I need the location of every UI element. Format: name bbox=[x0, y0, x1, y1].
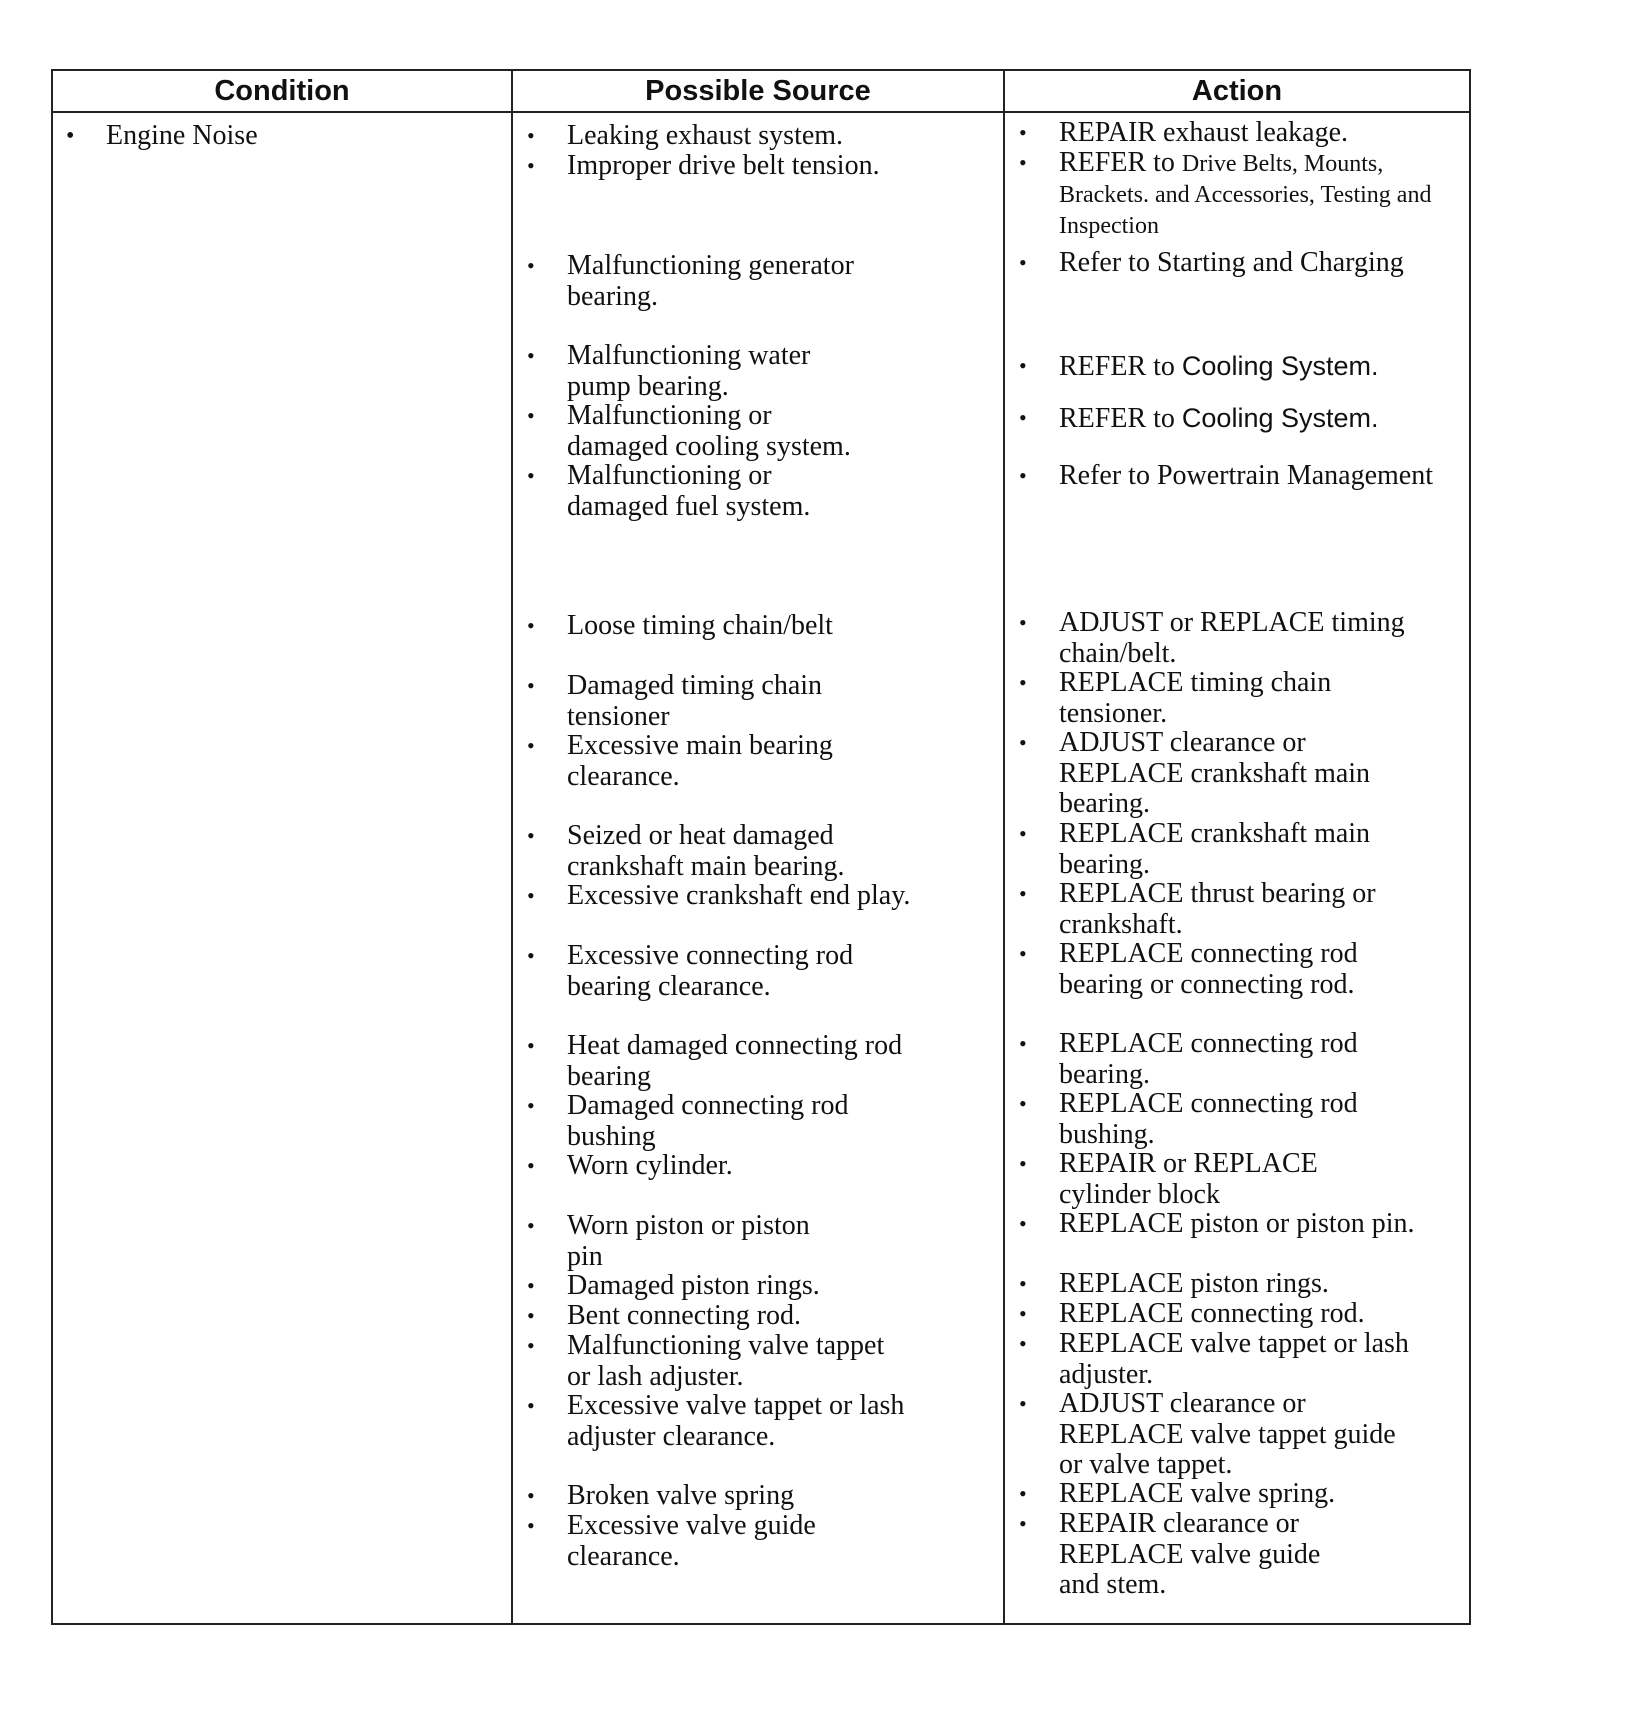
action-item: • REPLACE connecting rod bearing or connecting rod. bbox=[1019, 938, 1358, 1000]
bullet-icon: • bbox=[1019, 250, 1027, 275]
source-item: • Heat damaged connecting rod bearing bbox=[527, 1030, 903, 1092]
source-item: • Worn piston or piston pin bbox=[527, 1210, 810, 1272]
bullet-icon: • bbox=[527, 1093, 535, 1118]
bullet-icon: • bbox=[1019, 1301, 1027, 1326]
bullet-icon: • bbox=[527, 1303, 535, 1328]
bullet-icon: • bbox=[527, 943, 535, 968]
source-item: • Excessive main bearing clearance. bbox=[527, 730, 833, 792]
bullet-icon: • bbox=[527, 403, 535, 428]
source-item: • Damaged piston rings. bbox=[527, 1270, 820, 1301]
bullet-icon: • bbox=[1019, 120, 1027, 145]
action-item: • REPAIR exhaust leakage. bbox=[1019, 117, 1349, 148]
bullet-icon: • bbox=[1019, 463, 1027, 488]
action-refer-link: Drive Belts, Mounts, Brackets. and Accessories, Testing and Inspection bbox=[1059, 151, 1432, 239]
bullet-icon: • bbox=[1019, 1211, 1027, 1236]
bullet-icon: • bbox=[1019, 150, 1027, 175]
condition-item: • Engine Noise bbox=[66, 120, 258, 151]
header-action: Action bbox=[1004, 70, 1470, 112]
header-possible-source: Possible Source bbox=[512, 70, 1004, 112]
action-item: • REPAIR clearance or REPLACE valve guide and stem. bbox=[1019, 1508, 1321, 1600]
bullet-icon: • bbox=[527, 823, 535, 848]
source-item: • Malfunctioning water pump bearing. bbox=[527, 340, 811, 402]
source-item: • Seized or heat damaged crankshaft main bearing. bbox=[527, 820, 845, 882]
header-row bbox=[52, 70, 1470, 112]
action-item: • REPLACE connecting rod. bbox=[1019, 1298, 1365, 1329]
bullet-icon: • bbox=[527, 1513, 535, 1538]
bullet-icon: • bbox=[1019, 610, 1027, 635]
bullet-icon: • bbox=[1019, 1511, 1027, 1536]
header-condition: Condition bbox=[52, 70, 512, 112]
bullet-icon: • bbox=[1019, 405, 1027, 430]
action-item: • REPLACE valve spring. bbox=[1019, 1478, 1336, 1509]
action-item: • REPLACE connecting rod bushing. bbox=[1019, 1088, 1358, 1150]
bullet-icon: • bbox=[527, 1393, 535, 1418]
source-item: • Malfunctioning generator bearing. bbox=[527, 250, 854, 312]
bullet-icon: • bbox=[1019, 1031, 1027, 1056]
action-item: • ADJUST clearance or REPLACE valve tappet guide or valve tappet. bbox=[1019, 1388, 1396, 1480]
source-item: • Excessive connecting rod bearing clearance. bbox=[527, 940, 854, 1002]
bullet-icon: • bbox=[527, 1333, 535, 1358]
bullet-icon: • bbox=[527, 153, 535, 178]
source-item: • Damaged timing chain tensioner bbox=[527, 670, 823, 732]
action-item: • REPAIR or REPLACE cylinder block bbox=[1019, 1148, 1318, 1210]
bullet-icon: • bbox=[1019, 941, 1027, 966]
bullet-icon: • bbox=[527, 463, 535, 488]
bullet-icon: • bbox=[527, 1483, 535, 1508]
source-item: • Leaking exhaust system. bbox=[527, 120, 844, 151]
bullet-icon: • bbox=[527, 733, 535, 758]
bullet-icon: • bbox=[1019, 353, 1027, 378]
bullet-icon: • bbox=[527, 1273, 535, 1298]
source-item: • Loose timing chain/belt bbox=[527, 610, 833, 641]
bullet-icon: • bbox=[1019, 881, 1027, 906]
bullet-icon: • bbox=[1019, 821, 1027, 846]
action-item: • REPLACE connecting rod bearing. bbox=[1019, 1028, 1358, 1090]
table-row bbox=[52, 112, 1470, 1624]
source-item: • Bent connecting rod. bbox=[527, 1300, 802, 1331]
bullet-icon: • bbox=[527, 1153, 535, 1178]
source-item: • Malfunctioning or damaged fuel system. bbox=[527, 460, 811, 522]
action-item: • REPLACE valve tappet or lash adjuster. bbox=[1019, 1328, 1409, 1390]
bullet-icon: • bbox=[527, 343, 535, 368]
source-item: • Malfunctioning or damaged cooling system. bbox=[527, 400, 851, 462]
action-item: • Refer to Powertrain Management bbox=[1019, 460, 1433, 491]
diagnosis-table bbox=[51, 69, 1471, 1625]
action-item: • REPLACE crankshaft main bearing. bbox=[1019, 818, 1371, 880]
source-item: • Excessive valve guide clearance. bbox=[527, 1510, 816, 1572]
source-item: • Damaged connecting rod bushing bbox=[527, 1090, 849, 1152]
action-item bbox=[1019, 351, 1461, 383]
condition-cell bbox=[52, 112, 512, 1624]
bullet-icon: • bbox=[1019, 1481, 1027, 1506]
action-refer-link: Cooling System. bbox=[1181, 403, 1379, 433]
bullet-icon: • bbox=[527, 673, 535, 698]
action-item: • REPLACE timing chain tensioner. bbox=[1019, 667, 1332, 729]
bullet-icon: • bbox=[1019, 1391, 1027, 1416]
source-item: • Malfunctioning valve tappet or lash adjuster. bbox=[527, 1330, 885, 1392]
bullet-icon: • bbox=[527, 1033, 535, 1058]
source-item: • Broken valve spring bbox=[527, 1480, 795, 1511]
action-item: • Refer to Starting and Charging bbox=[1019, 247, 1404, 278]
action-refer-prefix: REFER to bbox=[1059, 403, 1175, 434]
bullet-icon: • bbox=[1019, 1151, 1027, 1176]
action-item: • REPLACE thrust bearing or crankshaft. bbox=[1019, 878, 1376, 940]
bullet-icon: • bbox=[1019, 1091, 1027, 1116]
source-item: • Excessive valve tappet or lash adjuster clearance. bbox=[527, 1390, 905, 1452]
action-item bbox=[1019, 403, 1461, 435]
bullet-icon: • bbox=[527, 613, 535, 638]
bullet-icon: • bbox=[66, 123, 75, 149]
bullet-icon: • bbox=[1019, 730, 1027, 755]
action-refer-link: Cooling System. bbox=[1181, 351, 1379, 381]
source-item: • Improper drive belt tension. bbox=[527, 150, 880, 181]
bullet-icon: • bbox=[527, 1213, 535, 1238]
action-item: • REPLACE piston rings. bbox=[1019, 1268, 1329, 1299]
bullet-icon: • bbox=[1019, 670, 1027, 695]
action-item: • ADJUST or REPLACE timing chain/belt. bbox=[1019, 607, 1405, 669]
action-refer-prefix: REFER to bbox=[1059, 147, 1175, 178]
source-cell bbox=[512, 112, 1004, 1624]
source-item: • Worn cylinder. bbox=[527, 1150, 733, 1181]
action-item: • REPLACE piston or piston pin. bbox=[1019, 1208, 1415, 1239]
bullet-icon: • bbox=[527, 123, 535, 148]
action-refer-prefix: REFER to bbox=[1059, 351, 1175, 382]
bullet-icon: • bbox=[1019, 1331, 1027, 1356]
bullet-icon: • bbox=[1019, 1271, 1027, 1296]
source-item: • Excessive crankshaft end play. bbox=[527, 880, 911, 911]
action-cell bbox=[1004, 112, 1470, 1624]
bullet-icon: • bbox=[527, 253, 535, 278]
action-item: • ADJUST clearance or REPLACE crankshaft main bearing. bbox=[1019, 727, 1371, 819]
bullet-icon: • bbox=[527, 883, 535, 908]
action-item bbox=[1019, 148, 1461, 241]
